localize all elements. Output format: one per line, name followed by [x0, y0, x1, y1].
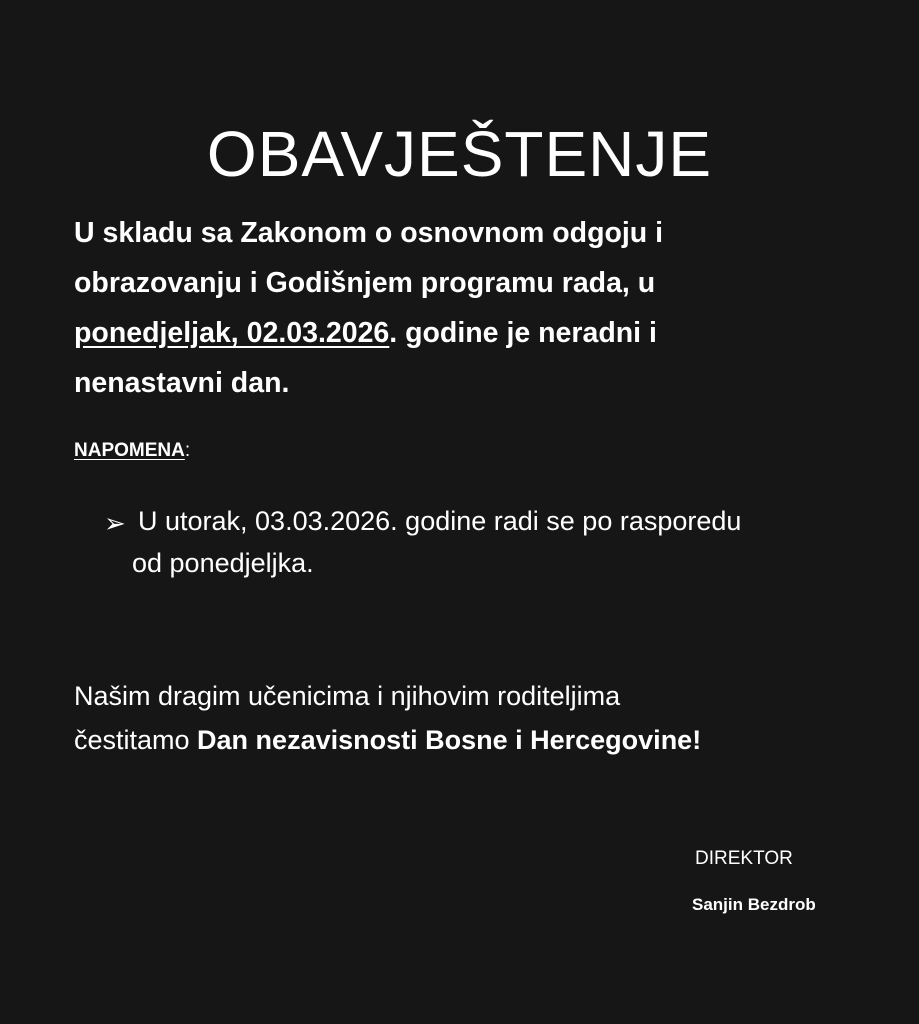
- greeting: [74, 674, 854, 762]
- intro-line-1: U skladu sa Zakonom o osnovnom odgoju i: [74, 217, 664, 249]
- arrow-bullet-icon: ➢: [104, 508, 126, 538]
- intro-line-3: [74, 308, 854, 358]
- notice-title: OBAVJEŠTENJE: [206, 118, 713, 190]
- greeting-line-2-bold: Dan nezavisnosti Bosne i Hercegovine!: [197, 725, 702, 755]
- intro-line-2: obrazovanju i Godišnjem programu rada, u: [74, 267, 656, 299]
- note-label: [74, 438, 190, 464]
- note-label-text: NAPOMENA: [74, 440, 185, 461]
- note-bullet-text: [132, 500, 848, 584]
- intro-line-4: nenastavni dan.: [74, 367, 290, 399]
- notice-intro: [74, 208, 854, 408]
- note-bullet-line-1: U utorak, 03.03.2026. godine radi se po rasporedu: [138, 506, 742, 536]
- greeting-line-1: Našim dragim učenicima i njihovim roditeljima: [74, 681, 621, 711]
- intro-date: ponedjeljak, 02.03.2026: [74, 317, 390, 349]
- signature-role: DIREKTOR: [695, 848, 793, 869]
- greeting-line-2-prefix: čestitamo: [74, 725, 198, 755]
- note-label-colon: :: [184, 440, 191, 461]
- intro-line-3-rest: . godine je neradni i: [389, 317, 657, 349]
- greeting-line-2: [74, 718, 854, 762]
- signature-name: Sanjin Bezdrob: [692, 895, 816, 914]
- note-bullet-line-2: od ponedjeljka.: [132, 548, 314, 578]
